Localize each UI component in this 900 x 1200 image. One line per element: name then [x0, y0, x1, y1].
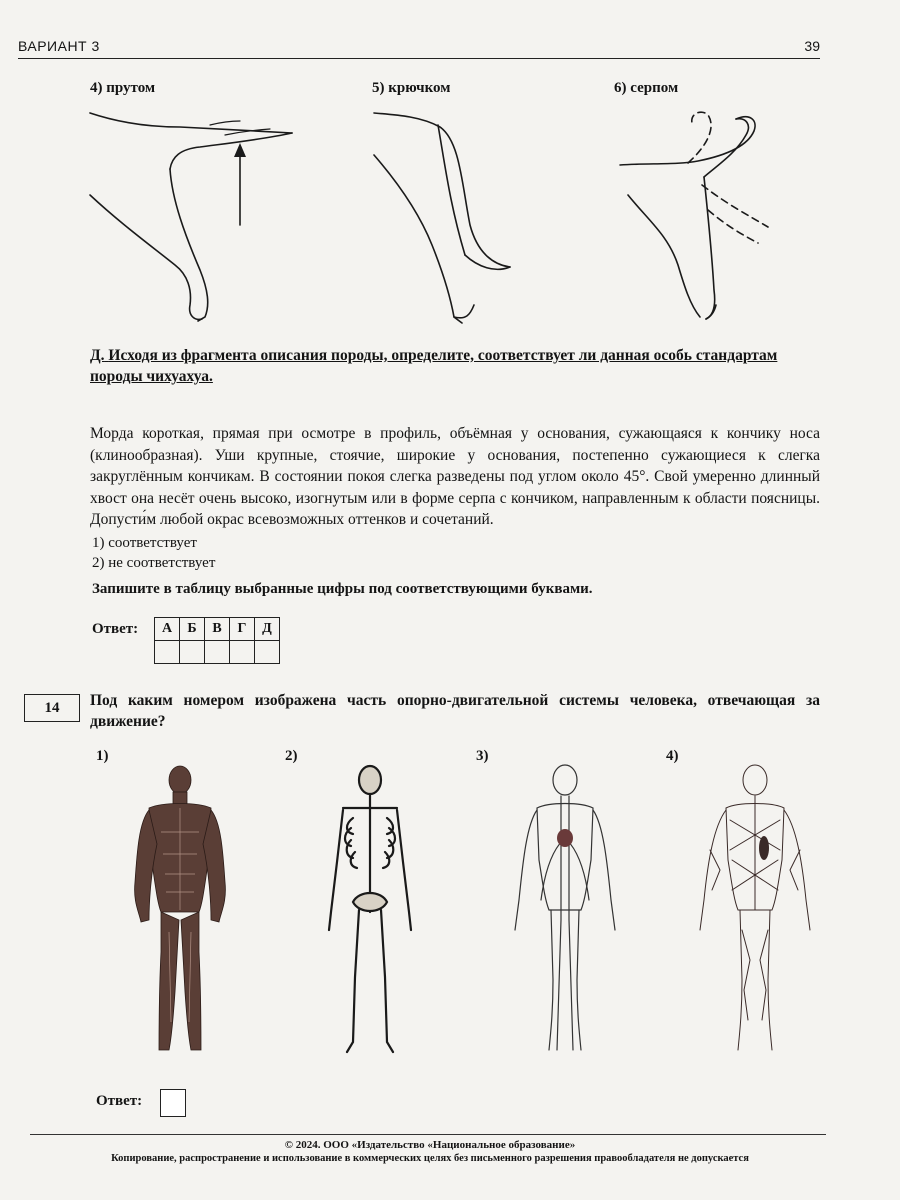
variant-title: ВАРИАНТ 3	[18, 38, 100, 54]
answer-box-14[interactable]	[160, 1089, 186, 1117]
answer-cell-b[interactable]	[180, 641, 205, 664]
tail-option-label-5: 5) крючком	[372, 80, 451, 96]
tail-option-label-6: 6) серпом	[614, 80, 679, 96]
footer-divider	[30, 1134, 826, 1135]
answer-label-d: Ответ:	[92, 621, 139, 637]
tail-rod-illustration	[80, 105, 300, 335]
table-instruction: Запишите в таблицу выбранные цифры под соответствующими буквами.	[92, 581, 593, 597]
question-d-prompt-text: Исходя из фрагмента описания породы, определите, соответствует ли данная особь стандартам породы чихуахуа.	[90, 347, 778, 385]
circulatory-system-figure	[505, 760, 625, 1060]
question-number-14: 14	[24, 694, 80, 722]
muscular-system-figure	[125, 762, 235, 1062]
answer-table-header-b: Б	[180, 618, 205, 641]
choice-2: 2) не соответствует	[92, 555, 216, 571]
figure-label-2: 2)	[285, 748, 298, 764]
answer-table-header-d: Д	[255, 618, 280, 641]
choice-1: 1) соответствует	[92, 535, 197, 551]
tail-sickle-illustration	[618, 105, 778, 335]
skeletal-system-figure	[315, 762, 425, 1062]
figure-label-1: 1)	[96, 748, 109, 764]
answer-cell-a[interactable]	[155, 641, 180, 664]
question-d-prompt	[90, 345, 820, 387]
answer-table-input-row	[155, 641, 280, 664]
tail-option-label-4: 4) прутом	[90, 80, 156, 96]
breed-description: Морда короткая, прямая при осмотре в профиль, объёмная у основания, сужающаяся к кончику носа (клинообразная). Уши крупные, стоячие, широкие у основания, постепенно сужающиеся к слегка закруглённым кончикам. В состоянии покоя слегка разведены под углом около 45°. Свой умеренно длинный хвост она несёт очень высоко, изогнутым или в форме серпа с кончиком, направленным к области поясницы. Допусти́м любой окрас всевозможных оттенков и сочетаний.	[90, 425, 820, 528]
answer-table-header-g: Г	[230, 618, 255, 641]
header-divider	[18, 58, 820, 59]
page-number: 39	[804, 38, 820, 54]
answer-table-header-a: А	[155, 618, 180, 641]
question-14-text: Под каким номером изображена часть опорно-двигательной системы человека, отвечающая за движение?	[90, 692, 820, 730]
question-d-letter: Д.	[90, 347, 105, 364]
answer-cell-v[interactable]	[205, 641, 230, 664]
figure-label-4: 4)	[666, 748, 679, 764]
answer-label-14: Ответ:	[96, 1093, 143, 1109]
copyright-notice: Копирование, распространение и использование в коммерческих целях без письменного разрешения правообладателя не допускается	[111, 1153, 749, 1164]
figure-label-3: 3)	[476, 748, 489, 764]
tail-hook-illustration	[370, 105, 520, 335]
answer-cell-g[interactable]	[230, 641, 255, 664]
answer-table-header-row	[155, 618, 280, 641]
copyright-line: © 2024. ООО «Издательство «Национальное образование»	[284, 1139, 576, 1151]
answer-table	[154, 617, 280, 664]
answer-cell-d[interactable]	[255, 641, 280, 664]
lymphatic-system-figure	[690, 760, 820, 1060]
answer-table-header-v: В	[205, 618, 230, 641]
